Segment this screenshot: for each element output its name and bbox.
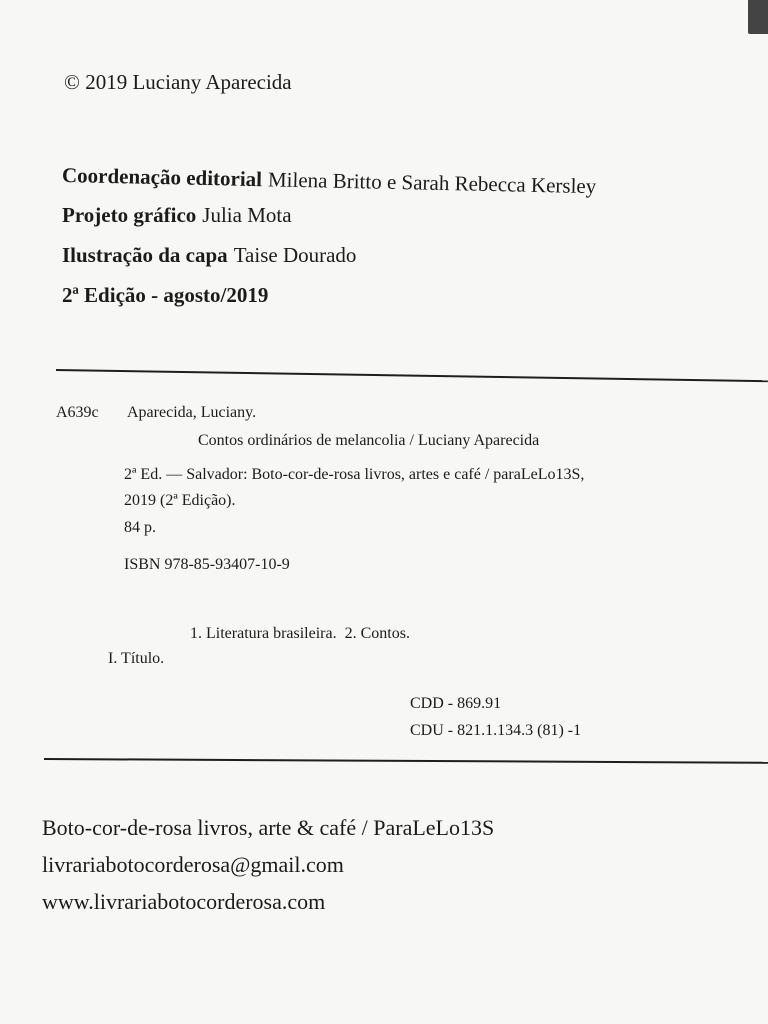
- catalog-subject-1: 1. Literatura brasileira.: [190, 625, 337, 642]
- catalog-subject-2: 2. Contos.: [344, 625, 410, 642]
- catalog-cdu: CDU - 821.1.134.3 (81) -1: [410, 722, 582, 739]
- catalog-author: Aparecida, Luciany.: [127, 404, 257, 421]
- catalog-edition-line-2: 2019 (2ª Edição).: [124, 492, 236, 509]
- publisher-email: livrariabotocorderosa@gmail.com: [42, 852, 344, 877]
- bottom-divider: [44, 758, 768, 764]
- credit-label: Coordenação editorial: [61, 163, 263, 192]
- credit-value: Taise Dourado: [233, 243, 357, 267]
- catalog-edition-line-1: 2ª Ed. — Salvador: Boto-cor-de-rosa livros, artes e café / paraLeLo13S,: [124, 466, 585, 483]
- credit-editorial-coordination: [62, 163, 597, 199]
- copyright-notice: © 2019 Luciany Aparecida: [64, 70, 292, 94]
- credit-label: Projeto gráfico: [62, 203, 197, 227]
- catalog-cdd: CDD - 869.91: [410, 695, 502, 712]
- credit-value: Julia Mota: [202, 203, 292, 227]
- credit-graphic-design: [62, 203, 292, 228]
- catalog-titulo: I. Título.: [108, 650, 165, 667]
- publisher-name: Boto-cor-de-rosa livros, arte & café / ParaLeLo13S: [42, 815, 495, 840]
- top-divider: [56, 369, 768, 382]
- catalog-code: A639c: [56, 404, 99, 421]
- catalog-isbn: ISBN 978-85-93407-10-9: [124, 556, 290, 573]
- edition-text: 2ª Edição - agosto/2019: [62, 283, 269, 307]
- credit-cover-illustration: [62, 243, 356, 268]
- catalog-pages: 84 p.: [124, 519, 156, 536]
- publisher-website: www.livrariabotocorderosa.com: [42, 889, 326, 914]
- credit-label: Ilustração da capa: [62, 243, 228, 267]
- catalog-title: Contos ordinários de melancolia / Luciany Aparecida: [198, 432, 540, 449]
- edition-line: [62, 283, 268, 308]
- credit-value: Milena Britto e Sarah Rebecca Kersley: [267, 167, 597, 199]
- page-corner-shadow: [748, 0, 768, 34]
- catalog-subjects: [190, 625, 410, 643]
